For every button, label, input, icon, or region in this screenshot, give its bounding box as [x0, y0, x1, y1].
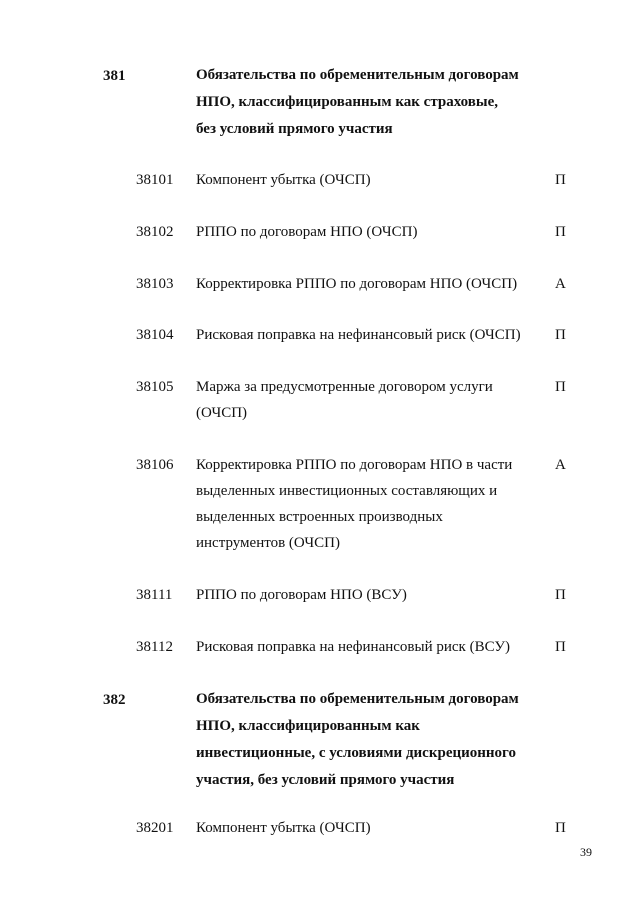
- account-type: П: [555, 172, 566, 188]
- account-name: Маржа за предусмотренные договором услуги (ОЧСП): [196, 379, 493, 421]
- account-code: 38102: [136, 224, 174, 240]
- account-name: РППО по договорам НПО (ОЧСП): [196, 224, 418, 240]
- account-code: 38106: [136, 457, 174, 473]
- account-code: 38101: [136, 172, 174, 188]
- section-title: Обязательства по обременительным договорам НПО, классифицированным как страховые, без условий прямого участия: [196, 67, 519, 137]
- section-number: 381: [103, 68, 126, 84]
- account-code: 38104: [136, 327, 174, 343]
- account-type: П: [555, 224, 566, 240]
- account-type: П: [555, 327, 566, 343]
- account-name: Корректировка РППО по договорам НПО (ОЧСП): [196, 276, 518, 292]
- account-code: 38103: [136, 276, 174, 292]
- account-type: П: [555, 379, 566, 395]
- account-name: Корректировка РППО по договорам НПО в части выделенных инвестиционных составляющих и выделенных встроенных производных инструментов (ОЧСП): [196, 457, 513, 551]
- account-name: Компонент убытка (ОЧСП): [196, 172, 371, 188]
- account-code: 38105: [136, 379, 174, 395]
- account-type: П: [555, 587, 566, 603]
- account-code: 38111: [136, 587, 173, 603]
- account-type: А: [555, 457, 566, 473]
- account-name: Рисковая поправка на нефинансовый риск (ВСУ): [196, 639, 511, 655]
- section-title: Обязательства по обременительным договорам НПО, классифицированным как инвестиционные, с условиями дискреционного участия, без условий прямого участия: [196, 691, 519, 788]
- account-type: П: [555, 639, 566, 655]
- account-code: 38201: [136, 820, 174, 836]
- account-name: Компонент убытка (ОЧСП): [196, 820, 371, 836]
- account-name: РППО по договорам НПО (ВСУ): [196, 587, 407, 603]
- account-name: Рисковая поправка на нефинансовый риск (ОЧСП): [196, 327, 521, 343]
- account-type: А: [555, 276, 566, 292]
- account-type: П: [555, 820, 566, 836]
- account-code: 38112: [136, 639, 173, 655]
- page-number: 39: [580, 845, 592, 859]
- section-number: 382: [103, 692, 126, 708]
